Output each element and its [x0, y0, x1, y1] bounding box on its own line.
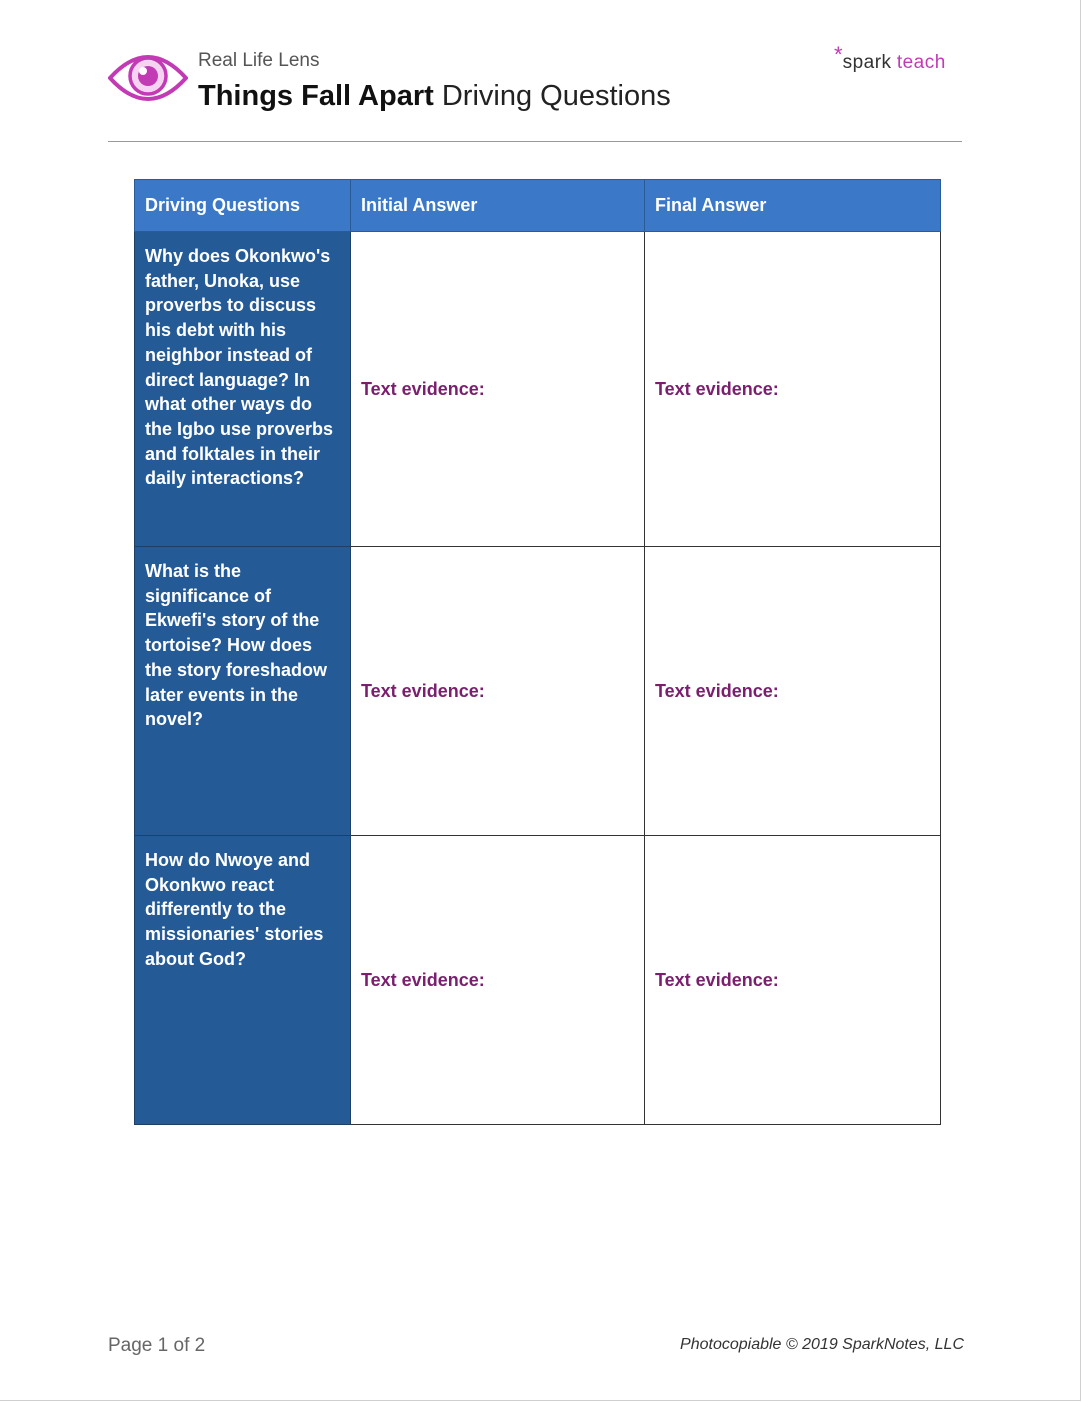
table-row — [135, 836, 941, 1125]
question-cell: Why does Okonkwo's father, Unoka, use proverbs to discuss his debt with his neighbor instead of direct language? In what other ways do the Igbo use proverbs and folktales in their daily interactions? — [135, 232, 351, 547]
final-answer-cell[interactable] — [645, 836, 941, 1125]
text-evidence-label: Text evidence: — [361, 680, 485, 701]
series-name: Real Life Lens — [198, 50, 320, 71]
driving-questions-table — [134, 179, 941, 1125]
page-title — [198, 80, 671, 113]
brand-asterisk: * — [834, 42, 843, 67]
text-evidence-label: Text evidence: — [655, 680, 779, 701]
book-title: Things Fall Apart — [198, 80, 434, 112]
initial-answer-cell[interactable] — [351, 836, 645, 1125]
brand-teach: teach — [896, 52, 946, 73]
initial-answer-cell[interactable] — [351, 547, 645, 836]
text-evidence-label: Text evidence: — [361, 378, 485, 399]
initial-answer-cell[interactable] — [351, 232, 645, 547]
text-evidence-label: Text evidence: — [361, 969, 485, 990]
column-header-final-answer: Final Answer — [645, 180, 941, 232]
worksheet-title: Driving Questions — [441, 80, 671, 112]
header-divider — [108, 141, 962, 142]
copyright-notice: Photocopiable © 2019 SparkNotes, LLC — [680, 1336, 964, 1353]
question-cell: What is the significance of Ekwefi's story of the tortoise? How does the story foreshadow later events in the novel? — [135, 547, 351, 836]
final-answer-cell[interactable] — [645, 232, 941, 547]
column-header-driving-questions: Driving Questions — [135, 180, 351, 232]
page-number: Page 1 of 2 — [108, 1335, 206, 1356]
table-row — [135, 232, 941, 547]
final-answer-cell[interactable] — [645, 547, 941, 836]
question-cell: How do Nwoye and Okonkwo react differently to the missionaries' stories about God? — [135, 836, 351, 1125]
table-header-row — [135, 180, 941, 232]
brand-spark: spark — [842, 52, 892, 73]
column-header-initial-answer: Initial Answer — [351, 180, 645, 232]
eye-icon — [108, 50, 188, 106]
text-evidence-label: Text evidence: — [655, 969, 779, 990]
table-row — [135, 547, 941, 836]
text-evidence-label: Text evidence: — [655, 378, 779, 399]
sparkteach-logo — [834, 42, 946, 74]
